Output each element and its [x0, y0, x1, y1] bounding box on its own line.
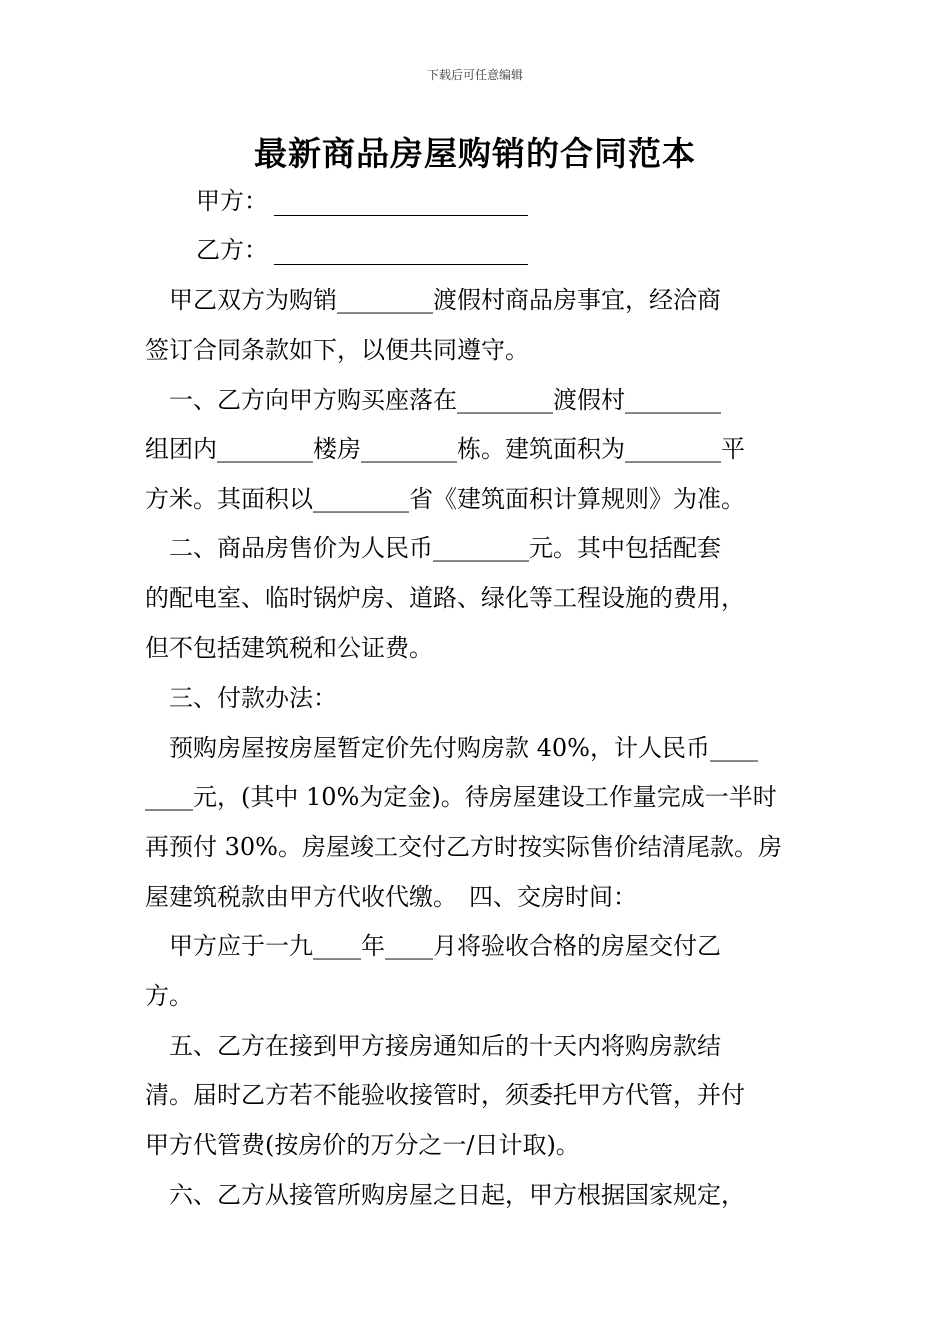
body-line: 的配电室、临时锅炉房、道路、绿化等工程设施的费用， — [145, 584, 745, 612]
party-b-blank — [274, 238, 528, 265]
header-note: 下载后可任意编辑 — [426, 68, 523, 82]
body-line: 签订合同条款如下，以便共同遵守。 — [145, 336, 529, 364]
body-line: 再预付 30%。房屋竣工交付乙方时按实际售价结清尾款。房 — [145, 833, 782, 861]
party-a-label: 甲方： — [196, 187, 268, 215]
body-line: 但不包括建筑税和公证费。 — [145, 634, 433, 662]
body-line: 方。 — [145, 982, 193, 1010]
body-line: 甲方代管费(按房价的万分之一/日计取)。 — [145, 1131, 580, 1159]
body-line: 五、乙方在接到甲方接房通知后的十天内将购房款结 — [145, 1032, 721, 1060]
body-line: 屋建筑税款由甲方代收代缴。 四、交房时间： — [145, 883, 637, 911]
body-line: 甲乙双方为购销________渡假村商品房事宜，经洽商 — [145, 286, 721, 314]
body-line: 组团内________楼房________栋。建筑面积为________平 — [145, 435, 745, 463]
party-b-label: 乙方： — [196, 236, 268, 264]
body-line: 六、乙方从接管所购房屋之日起，甲方根据国家规定， — [145, 1181, 745, 1209]
body-line: ____元，(其中 10%为定金)。待房屋建设工作量完成一半时 — [145, 783, 777, 811]
body-line: 清。届时乙方若不能验收接管时，须委托甲方代管，并付 — [145, 1081, 745, 1109]
body-line: 二、商品房售价为人民币________元。其中包括配套 — [145, 534, 721, 562]
body-line: 甲方应于一九____年____月将验收合格的房屋交付乙 — [145, 932, 721, 960]
body-line: 一、乙方向甲方购买座落在________渡假村________ — [145, 386, 721, 414]
party-b-line — [196, 235, 528, 265]
document-title: 最新商品房屋购销的合同范本 — [254, 134, 696, 173]
party-a-line — [196, 186, 528, 216]
party-a-blank — [274, 189, 528, 216]
body-line: 三、付款办法： — [145, 684, 337, 712]
body-line: 方米。其面积以________省《建筑面积计算规则》为准。 — [145, 485, 745, 513]
body-line: 预购房屋按房屋暂定价先付购房款 40%，计人民币____ — [145, 734, 758, 762]
